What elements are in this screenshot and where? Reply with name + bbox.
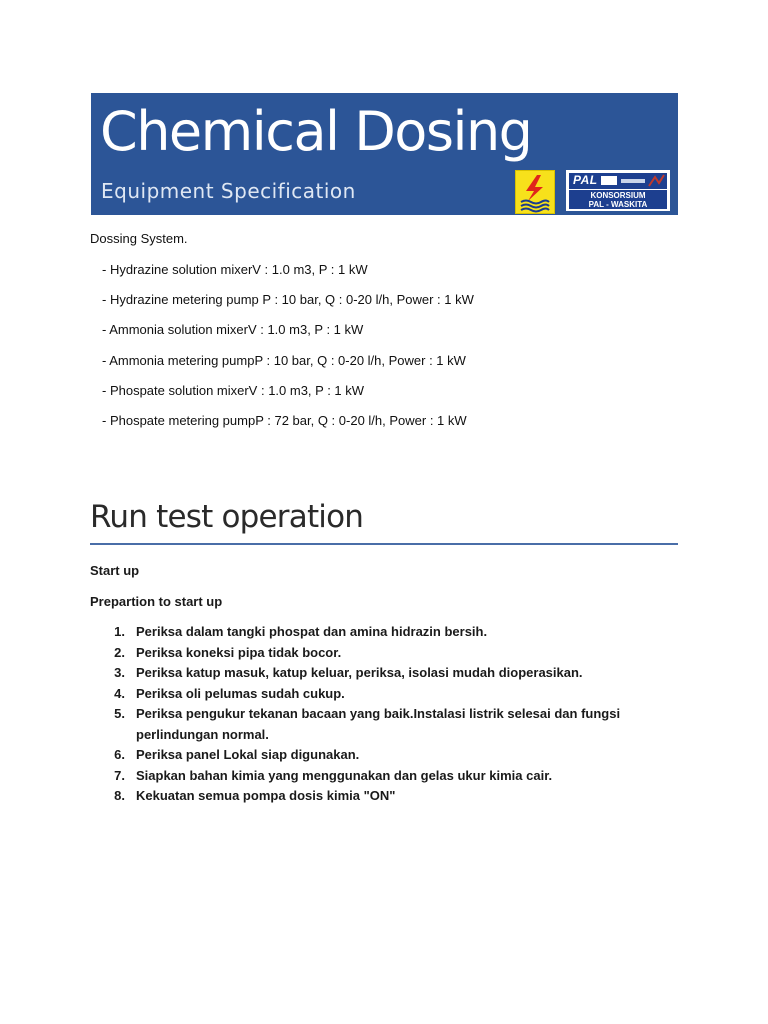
start-up-label: Start up <box>90 563 140 578</box>
step-number: 1. <box>114 624 125 639</box>
page-title: Chemical Dosing <box>100 100 532 163</box>
spec-item: - Hydrazine solution mixerV : 1.0 m3, P : 1 kW <box>102 262 368 277</box>
preparation-label: Prepartion to start up <box>90 594 223 609</box>
konsorsium-logo <box>566 170 670 211</box>
spec-item: - Hydrazine metering pump P : 10 bar, Q : 0-20 l/h, Power : 1 kW <box>102 292 474 307</box>
step-text: Periksa oli pelumas sudah cukup. <box>136 686 345 701</box>
page-subtitle: Equipment Specification <box>101 179 356 203</box>
step-text-continuation: perlindungan normal. <box>136 727 269 742</box>
step-number: 8. <box>114 788 125 803</box>
step-number: 2. <box>114 645 125 660</box>
step-text: Periksa katup masuk, katup keluar, periksa, isolasi mudah dioperasikan. <box>136 665 583 680</box>
dosing-heading: Dossing System. <box>90 231 188 246</box>
konsorsium-line2: PAL - WASKITA <box>588 200 648 209</box>
step-number: 4. <box>114 686 125 701</box>
step-number: 3. <box>114 665 125 680</box>
konsorsium-band <box>569 190 667 209</box>
step-text: Kekuatan semua pompa dosis kimia "ON" <box>136 788 396 803</box>
step-number: 6. <box>114 747 125 762</box>
step-text: Periksa panel Lokal siap digunakan. <box>136 747 360 762</box>
pal-logo-icon <box>569 173 667 189</box>
step-number: 7. <box>114 768 125 783</box>
section-heading-run-test: Run test operation <box>90 499 364 535</box>
step-text: Periksa koneksi pipa tidak bocor. <box>136 645 342 660</box>
heading-divider <box>90 543 678 545</box>
spec-item: - Phospate metering pumpP : 72 bar, Q : 0-20 l/h, Power : 1 kW <box>102 413 467 428</box>
pal-brand-text: PAL <box>573 173 598 187</box>
pln-logo-icon <box>515 170 555 214</box>
step-text: Periksa pengukur tekanan bacaan yang baik.Instalasi listrik selesai dan fungsi <box>136 706 621 721</box>
spec-item: - Ammonia metering pumpP : 10 bar, Q : 0-20 l/h, Power : 1 kW <box>102 353 466 368</box>
spec-item: - Phospate solution mixerV : 1.0 m3, P : 1 kW <box>102 383 365 398</box>
step-text: Siapkan bahan kimia yang menggunakan dan gelas ukur kimia cair. <box>136 768 553 783</box>
step-text: Periksa dalam tangki phospat dan amina hidrazin bersih. <box>136 624 488 639</box>
konsorsium-line1: KONSORSIUM <box>590 191 646 200</box>
step-number: 5. <box>114 706 125 721</box>
header-banner <box>91 93 678 215</box>
spec-item: - Ammonia solution mixerV : 1.0 m3, P : 1 kW <box>102 322 364 337</box>
